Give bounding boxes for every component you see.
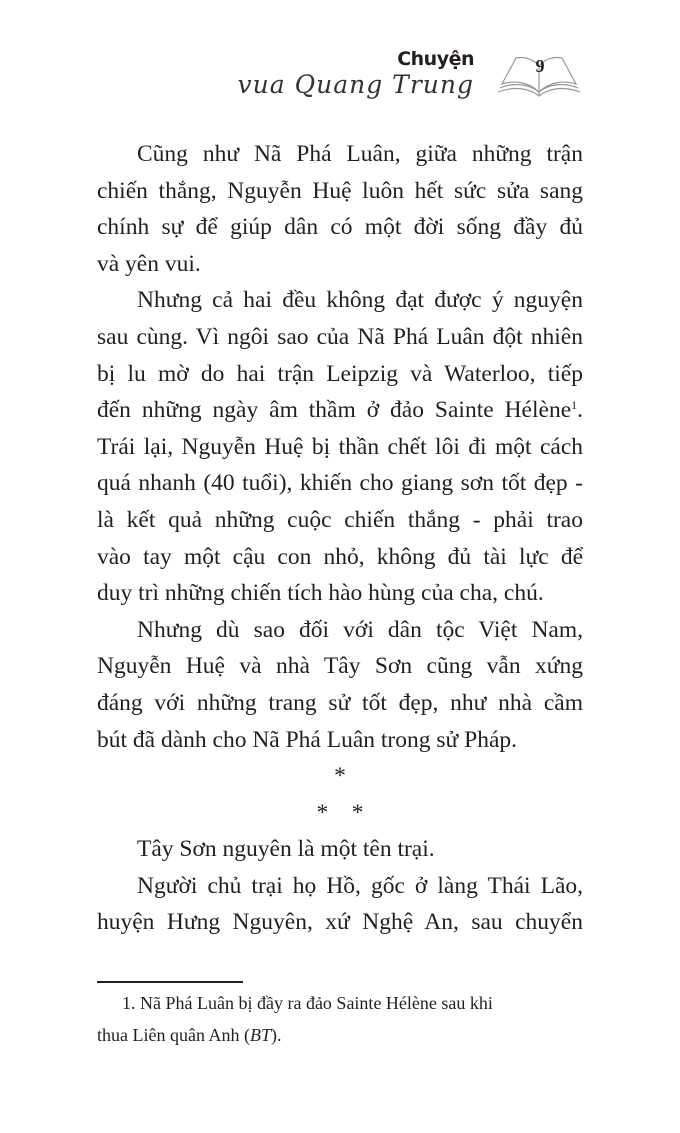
text-line: chiến thắng, Nguyễn Huệ luôn hết sức sửa sang: [97, 177, 583, 204]
footnote-marker: 1: [571, 398, 578, 413]
body-text: [97, 136, 583, 941]
text-line: đến những ngày âm thầm ở đảo Sainte Hélène$^1$.: [97, 397, 583, 424]
footnote-line: [97, 1019, 583, 1051]
footnote-line: 1. Nã Phá Luân bị đầy ra đảo Sainte Hélène sau khi: [122, 993, 493, 1013]
footnote-abbrev: BT: [249, 1025, 271, 1045]
footnote-text: thua Liên quân Anh (: [97, 1025, 250, 1045]
text-line: Tây Sơn nguyên là một tên trại.: [137, 836, 435, 863]
text-line: Người chủ trại họ Hồ, gốc ở làng Thái Lão,: [137, 872, 583, 899]
text-line: Cũng như Nã Phá Luân, giữa những trận: [137, 141, 583, 167]
text-line: bị lu mờ do hai trận Leipzig và Waterloo, tiếp: [97, 360, 583, 387]
text-line: vào tay một cậu con nhỏ, không đủ tài lực để: [97, 543, 583, 570]
header-title: Chuyện: [397, 48, 474, 70]
footnote-text: ).: [270, 1025, 282, 1045]
text-line: đáng với những trang sử tốt đẹp, như nhà cầm: [97, 689, 583, 716]
text-line: duy trì những chiến tích hào hùng của cha, chú.: [97, 580, 544, 607]
text-line: chính sự để giúp dân có một đời sống đầy đủ: [97, 214, 583, 241]
header-subtitle: vua Quang Trung: [237, 70, 474, 99]
text-line: quá nhanh (40 tuổi), khiến cho giang sơn tốt đẹp -: [97, 470, 583, 497]
text-line: Trái lại, Nguyễn Huệ bị thần chết lôi đi một cách: [97, 433, 583, 460]
footnote-divider: [97, 981, 243, 983]
text-line: Nguyễn Huệ và nhà Tây Sơn cũng vẫn xứng: [97, 653, 583, 680]
text-line: bút đã dành cho Nã Phá Luân trong sử Pháp.: [97, 726, 517, 753]
text-line: là kết quả những cuộc chiến thắng - phải trao: [97, 506, 583, 533]
footnote: [97, 987, 583, 1051]
section-separator-bottom: * *: [316, 799, 364, 826]
text-line: Nhưng cả hai đều không đạt được ý nguyện: [137, 287, 583, 314]
page-number: 9: [535, 56, 545, 76]
text-line: và yên vui.: [97, 250, 201, 277]
text-line-content: đến những ngày âm thầm ở đảo Sainte Hélène: [97, 397, 572, 424]
text-line: sau cùng. Vì ngôi sao của Nã Phá Luân đột nhiên: [97, 323, 583, 350]
text-line: huyện Hưng Nguyên, xứ Nghệ An, sau chuyển: [97, 909, 583, 936]
section-separator-top: *: [334, 763, 346, 790]
text-line: Nhưng dù sao đối với dân tộc Việt Nam,: [137, 616, 583, 643]
